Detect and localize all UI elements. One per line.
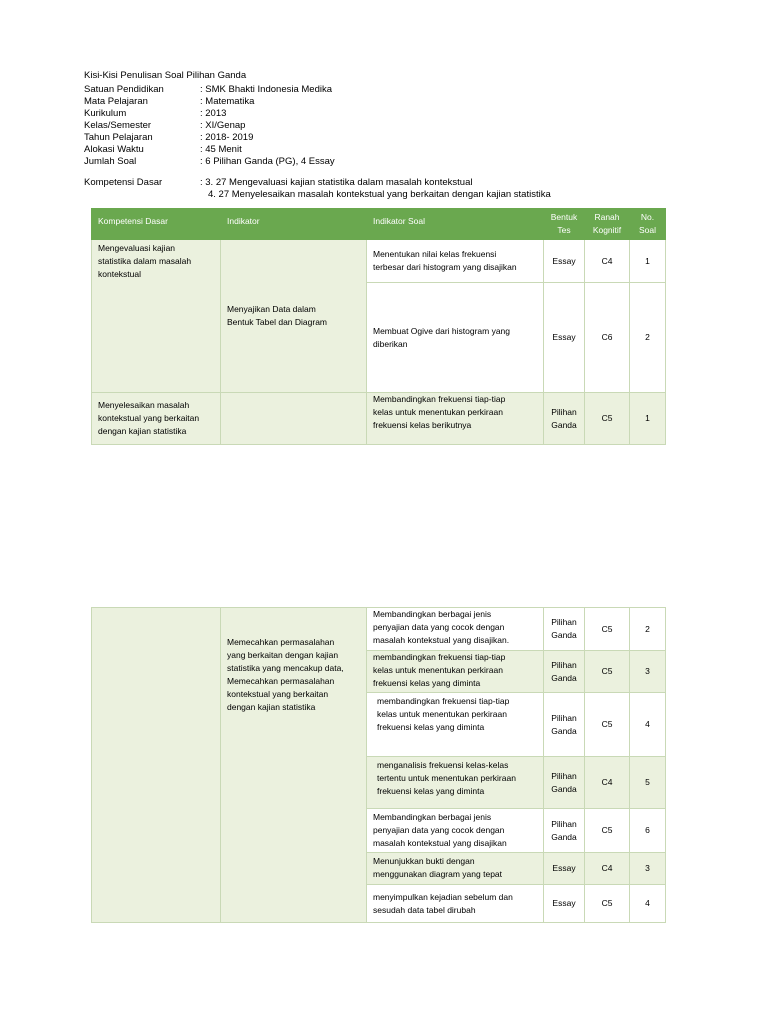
soal-line: Membandingkan berbagai jenis <box>373 609 492 619</box>
bentuk-line: Ganda <box>551 725 577 736</box>
indikator-line: Memecahkan permasalahan <box>227 676 335 686</box>
soal-line: kelas untuk menentukan perkiraan <box>377 709 507 719</box>
bentuk-cell <box>544 651 585 693</box>
info-label-mapel: Mata Pelajaran <box>84 96 148 107</box>
no-cell: 2 <box>630 283 666 393</box>
info-value-jumlah: : 6 Pilihan Ganda (PG), 4 Essay <box>200 156 335 167</box>
ranah-cell: C4 <box>585 240 630 283</box>
indikator-soal-cell <box>367 853 544 885</box>
no-cell: 1 <box>630 240 666 283</box>
header-kompetensi-dasar: Kompetensi Dasar <box>92 209 221 240</box>
table-row <box>92 393 666 445</box>
kisi-kisi-table-1 <box>91 208 666 445</box>
no-cell: 3 <box>630 651 666 693</box>
bentuk-cell <box>544 393 585 445</box>
header-bentuk-tes <box>544 209 585 240</box>
soal-line: kelas untuk menentukan perkiraan <box>373 665 503 675</box>
table-row <box>92 608 666 651</box>
bentuk-cell <box>544 809 585 853</box>
header-ranah-line1: Ranah <box>594 212 620 222</box>
kd1-line: statistika dalam masalah <box>98 256 192 266</box>
kd-line-2: 4. 27 Menyelesaikan masalah kontekstual yang berkaitan dengan kajian statistika <box>208 189 551 200</box>
info-value-tahun: : 2018- 2019 <box>200 132 254 143</box>
no-cell: 3 <box>630 853 666 885</box>
ranah-cell: C5 <box>585 393 630 445</box>
bentuk-line: Ganda <box>551 630 577 640</box>
info-label-kurikulum: Kurikulum <box>84 108 127 119</box>
no-cell: 5 <box>630 757 666 809</box>
soal-line: menyimpulkan kejadian sebelum dan <box>373 891 513 902</box>
bentuk-line: Pilihan <box>551 770 577 781</box>
soal-line: sesudah data tabel dirubah <box>373 904 476 915</box>
soal-line: kelas untuk menentukan perkiraan <box>373 407 503 417</box>
indikator-line: kontekstual yang berkaitan <box>227 689 329 699</box>
bentuk-cell: Essay <box>544 885 585 923</box>
info-label-tahun: Tahun Pelajaran <box>84 132 153 143</box>
indikator-cell-2 <box>221 393 367 445</box>
kisi-kisi-table-2 <box>91 607 666 923</box>
soal-line: penyajian data yang cocok dengan <box>373 622 505 632</box>
soal-line: diberikan <box>373 338 408 349</box>
soal-line: Membuat Ogive dari histogram yang <box>373 325 511 336</box>
bentuk-cell <box>544 608 585 651</box>
info-value-kurikulum: : 2013 <box>200 108 227 119</box>
info-label-alokasi: Alokasi Waktu <box>84 144 144 155</box>
header-ranah-kognitif <box>585 209 630 240</box>
indikator-soal-cell <box>367 757 544 809</box>
soal-line: membandingkan frekuensi tiap-tiap <box>373 652 506 662</box>
header-indikator-soal: Indikator Soal <box>367 209 544 240</box>
kd-cell-1 <box>92 240 221 393</box>
header-no-line2: Soal <box>638 225 656 235</box>
ranah-cell: C5 <box>585 651 630 693</box>
soal-line: frekuensi kelas yang diminta <box>373 678 481 688</box>
bentuk-cell <box>544 757 585 809</box>
info-value-mapel: : Matematika <box>200 96 255 107</box>
kd-label: Kompetensi Dasar <box>84 177 163 188</box>
header-bentuk-line1: Bentuk <box>550 212 578 222</box>
soal-line: menggunakan diagram yang tepat <box>373 869 503 879</box>
soal-line: penyajian data yang cocok dengan <box>373 825 505 835</box>
bentuk-cell: Essay <box>544 853 585 885</box>
indikator-soal-cell <box>367 885 544 923</box>
indikator-line: statistika yang mencakup data, <box>227 663 344 673</box>
header-no-line1: No. <box>640 212 655 222</box>
no-cell: 4 <box>630 693 666 757</box>
soal-line: Menunjukkan bukti dengan <box>373 856 475 866</box>
soal-line: frekuensi kelas yang diminta <box>377 722 485 732</box>
kd-line-1: : 3. 27 Mengevaluasi kajian statistika dalam masalah kontekstual <box>200 177 473 188</box>
kd1-line: Mengevaluasi kajian <box>98 243 176 253</box>
bentuk-line: Ganda <box>551 672 577 683</box>
soal-line: Menentukan nilai kelas frekuensi <box>373 249 497 259</box>
soal-line: Membandingkan frekuensi tiap-tiap <box>373 394 506 404</box>
indikator-soal-cell <box>367 651 544 693</box>
soal-line: frekuensi kelas berikutnya <box>373 420 472 430</box>
ranah-cell: C5 <box>585 693 630 757</box>
kd1-line: kontekstual <box>98 269 141 279</box>
info-value-alokasi: : 45 Menit <box>200 144 242 155</box>
indikator-cell-1 <box>221 240 367 393</box>
indikator-soal-cell <box>367 240 544 283</box>
indikator-soal-cell <box>367 608 544 651</box>
indikator1-line: Bentuk Tabel dan Diagram <box>227 317 328 327</box>
indikator-soal-cell <box>367 283 544 393</box>
soal-line: Membandingkan berbagai jenis <box>373 812 492 822</box>
no-cell: 1 <box>630 393 666 445</box>
table-row <box>92 240 666 283</box>
bentuk-line: Pilihan <box>551 406 577 417</box>
kd2-line: kontekstual yang berkaitan <box>98 413 200 423</box>
kd-cell-3 <box>92 608 221 923</box>
info-value-satuan: : SMK Bhakti Indonesia Medika <box>200 84 333 95</box>
ranah-cell: C5 <box>585 608 630 651</box>
info-value-kelas: : XI/Genap <box>200 120 246 131</box>
bentuk-line: Pilihan <box>551 659 577 670</box>
ranah-cell: C6 <box>585 283 630 393</box>
bentuk-line: Ganda <box>551 783 577 794</box>
ranah-cell: C4 <box>585 853 630 885</box>
header-bentuk-line2: Tes <box>557 225 571 235</box>
soal-line: menganalisis frekuensi kelas-kelas <box>377 760 509 770</box>
indikator-line: Memecahkan permasalahan <box>227 637 335 647</box>
indikator-line: dengan kajian statistika <box>227 702 316 712</box>
bentuk-line: Ganda <box>551 419 577 430</box>
kd2-line: Menyelesaikan masalah <box>98 400 190 410</box>
soal-line: frekuensi kelas yang diminta <box>377 786 485 796</box>
indikator-soal-cell <box>367 809 544 853</box>
bentuk-line: Pilihan <box>551 617 577 627</box>
bentuk-line: Pilihan <box>551 712 577 723</box>
table-header-row <box>92 209 666 240</box>
header-ranah-line2: Kognitif <box>592 225 622 235</box>
info-label-kelas: Kelas/Semester <box>84 120 152 131</box>
bentuk-cell: Essay <box>544 240 585 283</box>
indikator1-line: Menyajikan Data dalam <box>227 304 316 314</box>
header-indikator: Indikator <box>221 209 367 240</box>
indikator-line: yang berkaitan dengan kajian <box>227 650 339 660</box>
kd-cell-2 <box>92 393 221 445</box>
soal-line: membandingkan frekuensi tiap-tiap <box>377 696 510 706</box>
no-cell: 2 <box>630 608 666 651</box>
bentuk-cell <box>544 693 585 757</box>
bentuk-cell: Essay <box>544 283 585 393</box>
ranah-cell: C4 <box>585 757 630 809</box>
soal-line: tertentu untuk menentukan perkiraan <box>377 773 516 783</box>
no-cell: 4 <box>630 885 666 923</box>
ranah-cell: C5 <box>585 885 630 923</box>
bentuk-line: Pilihan <box>551 818 577 829</box>
soal-line: masalah kontekstual yang disajikan <box>373 838 507 848</box>
header-no-soal <box>630 209 666 240</box>
indikator-cell-3 <box>221 608 367 923</box>
no-cell: 6 <box>630 809 666 853</box>
soal-line: masalah kontekstual yang disajikan. <box>373 635 510 645</box>
info-label-jumlah: Jumlah Soal <box>84 156 137 167</box>
info-label-satuan: Satuan Pendidikan <box>84 84 164 95</box>
indikator-soal-cell <box>367 693 544 757</box>
kd2-line: dengan kajian statistika <box>98 426 187 436</box>
ranah-cell: C5 <box>585 809 630 853</box>
bentuk-line: Ganda <box>551 831 577 842</box>
soal-line: terbesar dari histogram yang disajikan <box>373 262 517 272</box>
indikator-soal-cell <box>367 393 544 445</box>
document-title: Kisi-Kisi Penulisan Soal Pilihan Ganda <box>84 70 247 81</box>
